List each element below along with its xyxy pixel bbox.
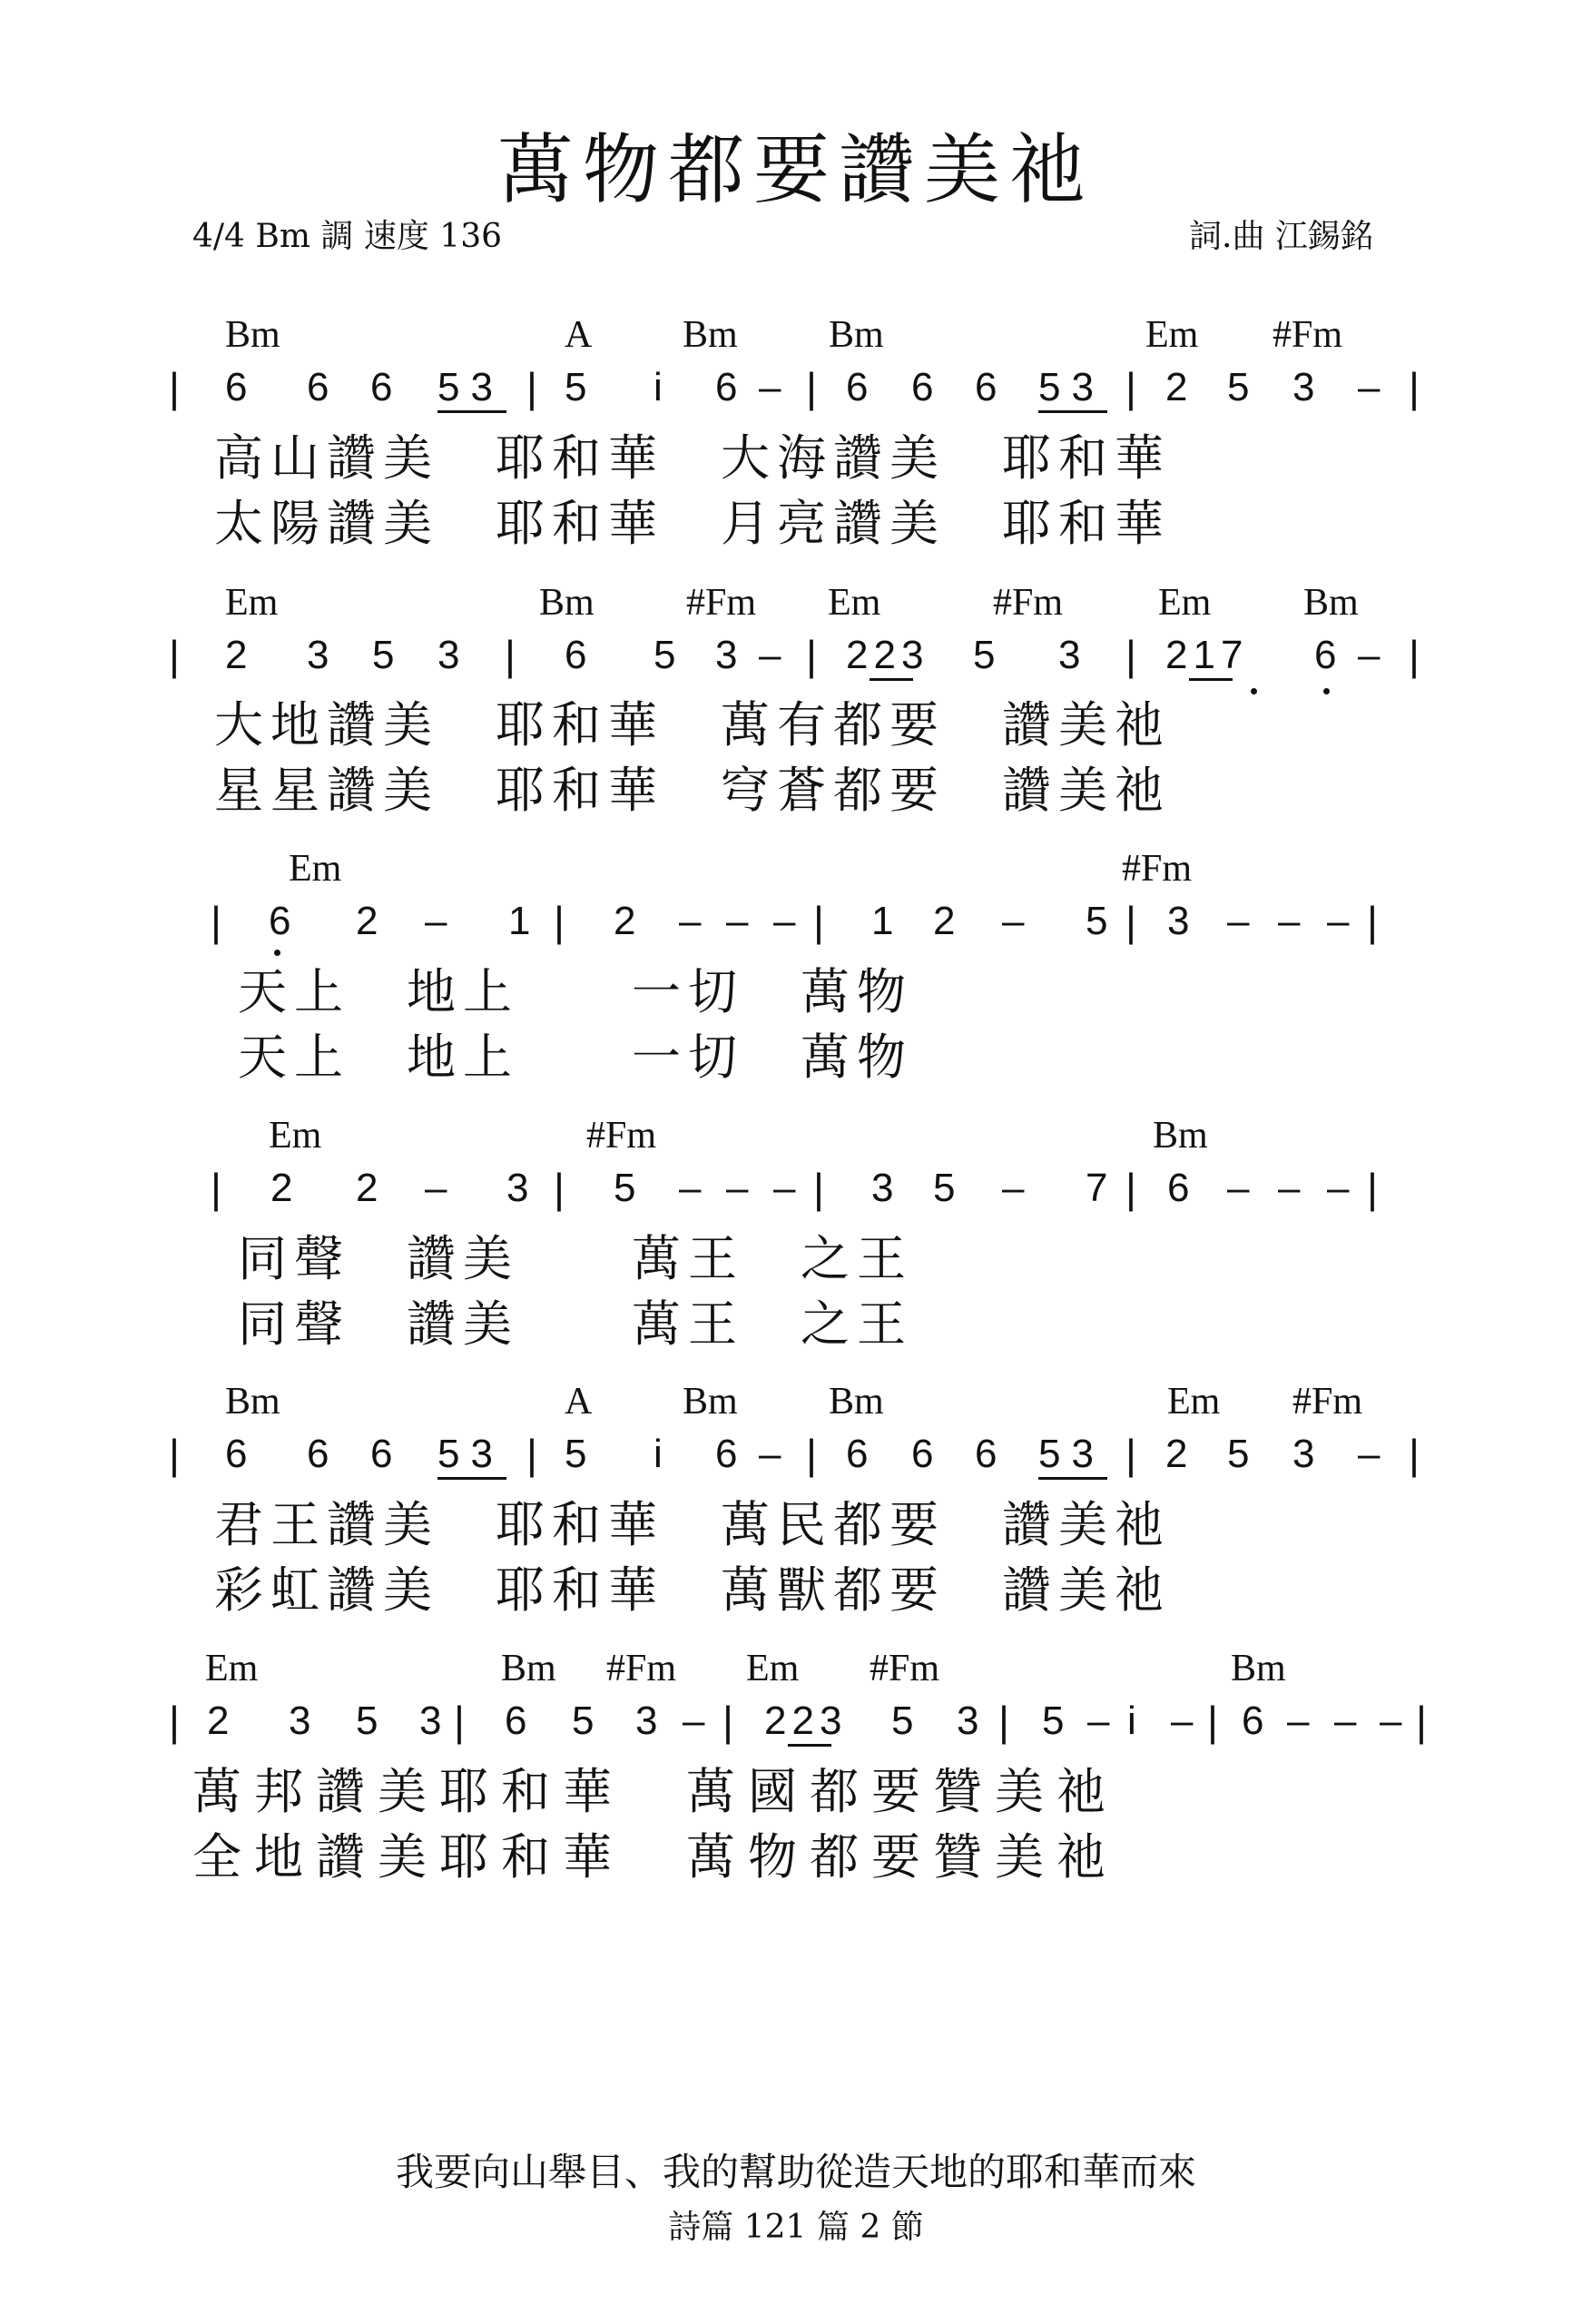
note: 3 (506, 1166, 529, 1210)
note: – (1227, 899, 1250, 943)
note: 6 (1167, 1166, 1190, 1210)
chord: Bm (1303, 582, 1359, 624)
barline: | (722, 1698, 733, 1745)
note: 7 (1086, 1166, 1108, 1210)
underline (870, 678, 913, 681)
note: 3 (1058, 633, 1081, 677)
low-octave-dot (1323, 688, 1330, 694)
barline: | (211, 898, 221, 945)
note: – (1278, 899, 1301, 943)
barline: | (1367, 898, 1378, 945)
chord: #Fm (870, 1648, 940, 1689)
note: 2 (1165, 365, 1188, 409)
barline: | (169, 632, 180, 679)
chord: Em (828, 582, 881, 624)
chord: #Fm (1122, 848, 1193, 890)
lyric-line-2: 彩虹讚美 耶和華 萬獸都要 讚美祂 (214, 1561, 1171, 1619)
note: – (1358, 633, 1381, 677)
note: 5 (614, 1166, 636, 1210)
note: 6 (565, 633, 587, 677)
credits: 詞.曲 江錫銘 (1189, 218, 1373, 255)
chord: #Fm (993, 582, 1064, 624)
chord: Em (205, 1648, 259, 1689)
note: 6 (225, 365, 248, 409)
note: 6 (715, 365, 738, 409)
note-high: i (1127, 1699, 1136, 1743)
time-key-tempo: 4/4 Bm 調 速度 136 (192, 218, 503, 255)
note: – (1278, 1166, 1301, 1210)
chord: Bm (1153, 1115, 1208, 1157)
note: 2 (933, 899, 956, 943)
note: 3 (957, 1699, 979, 1743)
barline: | (505, 632, 516, 679)
lyric-line-2: 太陽讚美 耶和華 月亮讚美 耶和華 (214, 495, 1171, 552)
lyric-line-2: 全地讚美耶和華 萬物都要贊美祂 (192, 1828, 1118, 1886)
note: 6 (269, 899, 291, 943)
barline: | (806, 1431, 817, 1478)
barline: | (454, 1698, 465, 1745)
lyric-line-2: 星星讚美 耶和華 穹蒼都要 讚美祂 (214, 762, 1171, 819)
note: – (1002, 1166, 1025, 1210)
barline: | (1409, 1431, 1420, 1478)
underline (437, 410, 506, 413)
note: 5 (1227, 1432, 1250, 1476)
note: – (773, 1166, 796, 1210)
barline: | (1409, 364, 1420, 411)
barline: | (169, 364, 180, 411)
chord: A (565, 1381, 593, 1423)
barline: | (1125, 1431, 1136, 1478)
note: 6 (715, 1432, 738, 1476)
note: 3 (289, 1699, 311, 1743)
note: – (425, 1166, 447, 1210)
note: 5 (356, 1699, 378, 1743)
chord: Bm (539, 582, 595, 624)
note: – (1327, 899, 1350, 943)
chord: Bm (829, 1381, 884, 1423)
note: 3 (1292, 1432, 1315, 1476)
underline (1038, 1477, 1107, 1480)
note: 3 (419, 1699, 442, 1743)
note: 6 (975, 365, 997, 409)
chord: A (565, 314, 593, 356)
note: – (425, 899, 447, 943)
note: 6 (911, 1432, 934, 1476)
note: 5 (933, 1166, 956, 1210)
note: 6 (846, 365, 869, 409)
note: – (679, 1166, 702, 1210)
chord: Em (269, 1115, 322, 1157)
note: – (1334, 1699, 1357, 1743)
chord: Bm (225, 1381, 280, 1423)
note: – (679, 899, 702, 943)
note-high: i (654, 1432, 663, 1476)
barline: | (169, 1698, 180, 1745)
note: – (773, 899, 796, 943)
barline: | (526, 1431, 537, 1478)
barline: | (1416, 1698, 1427, 1745)
note: 2 (207, 1699, 230, 1743)
barline: | (1207, 1698, 1218, 1745)
barline: | (806, 364, 817, 411)
note: 5 (565, 365, 587, 409)
underline (788, 1744, 831, 1747)
barline: | (169, 1431, 180, 1478)
lyric-line-1: 同聲 讚美 萬王 之王 (238, 1230, 913, 1287)
verse-reference: 詩篇 121 篇 2 節 (668, 2209, 924, 2246)
note: – (726, 899, 749, 943)
note: – (1171, 1699, 1194, 1743)
chord: Bm (1231, 1648, 1286, 1689)
note: 2 (356, 899, 378, 943)
barline: | (1409, 632, 1420, 679)
note: 3 (635, 1699, 658, 1743)
lyric-line-1: 君王讚美 耶和華 萬民都要 讚美祂 (214, 1496, 1171, 1553)
note: – (1087, 1699, 1110, 1743)
note: 2 (270, 1166, 293, 1210)
barline: | (1125, 1165, 1136, 1212)
note: – (683, 1699, 705, 1743)
note-eighths: 53 (437, 1432, 504, 1476)
lyric-line-1: 高山讚美 耶和華 大海讚美 耶和華 (214, 429, 1171, 487)
barline: | (1367, 1165, 1378, 1212)
barline: | (1125, 898, 1136, 945)
chord: Em (1145, 314, 1199, 356)
note: 1 (871, 899, 894, 943)
note-eighths: 53 (437, 365, 504, 409)
note: 5 (1227, 365, 1250, 409)
note: 6 (1242, 1699, 1264, 1743)
note: – (1380, 1699, 1402, 1743)
note: – (726, 1166, 749, 1210)
chord: Em (225, 582, 279, 624)
note: 5 (654, 633, 676, 677)
note: 3 (1292, 365, 1315, 409)
barline: | (554, 898, 565, 945)
note: – (1327, 1166, 1350, 1210)
chord: #Fm (1273, 314, 1343, 356)
note: 3 (307, 633, 329, 677)
lyric-line-2: 同聲 讚美 萬王 之王 (238, 1295, 913, 1353)
chord: #Fm (1292, 1381, 1363, 1423)
chord: Bm (829, 314, 884, 356)
chord: #Fm (586, 1115, 657, 1157)
note: 6 (1314, 633, 1337, 677)
lyric-line-2: 天上 地上 一切 萬物 (238, 1029, 913, 1086)
note: 6 (370, 365, 393, 409)
lyric-line-1: 天上 地上 一切 萬物 (238, 963, 913, 1020)
barline: | (813, 898, 824, 945)
note-high: i (654, 365, 663, 409)
bible-verse: 我要向山舉目、我的幫助從造天地的耶和華而來 (395, 2150, 1196, 2194)
note: 3 (715, 633, 738, 677)
note: 2 (614, 899, 636, 943)
barline: | (1125, 632, 1136, 679)
note: 6 (505, 1699, 527, 1743)
note: – (1358, 1432, 1381, 1476)
note: 3 (871, 1166, 894, 1210)
underline (437, 1477, 506, 1480)
note: 6 (975, 1432, 997, 1476)
note: 6 (911, 365, 934, 409)
note: – (759, 1432, 781, 1476)
note: 6 (846, 1432, 869, 1476)
note-eighths: 53 (1038, 1432, 1105, 1476)
chord: Bm (225, 314, 280, 356)
note: 5 (1086, 899, 1108, 943)
note: – (1358, 365, 1381, 409)
note: 3 (1167, 899, 1190, 943)
note: 5 (565, 1432, 587, 1476)
lyric-line-1: 萬邦讚美耶和華 萬國都要贊美祂 (192, 1763, 1118, 1820)
note: 6 (370, 1432, 393, 1476)
note: 5 (1042, 1699, 1065, 1743)
note: – (759, 633, 781, 677)
barline: | (554, 1165, 565, 1212)
chord: #Fm (686, 582, 757, 624)
note: 2 (356, 1166, 378, 1210)
note: – (1227, 1166, 1250, 1210)
low-octave-dot (1251, 688, 1257, 694)
note: 5 (973, 633, 996, 677)
barline: | (806, 632, 817, 679)
note-eighths: 223 (846, 633, 929, 677)
underline (1189, 678, 1233, 681)
note: – (1287, 1699, 1310, 1743)
barline: | (813, 1165, 824, 1212)
note-eighths: 217 (1165, 633, 1249, 677)
chord: Em (1167, 1381, 1221, 1423)
note: 3 (437, 633, 460, 677)
chord: Em (746, 1648, 800, 1689)
chord: #Fm (606, 1648, 677, 1689)
underline (1038, 410, 1107, 413)
note-eighths: 53 (1038, 365, 1105, 409)
chord: Em (1158, 582, 1212, 624)
note-eighths: 223 (764, 1699, 848, 1743)
lyric-line-1: 大地讚美 耶和華 萬有都要 讚美祂 (214, 696, 1171, 753)
note: 2 (225, 633, 248, 677)
chord: Bm (683, 1381, 738, 1423)
barline: | (1125, 364, 1136, 411)
chord: Em (289, 848, 342, 890)
note: – (759, 365, 781, 409)
song-title: 萬物都要讚美祂 (496, 125, 1095, 214)
chord: Bm (501, 1648, 556, 1689)
chord: Bm (683, 314, 738, 356)
barline: | (526, 364, 537, 411)
note: 2 (1165, 1432, 1188, 1476)
note: 6 (307, 1432, 329, 1476)
note: 5 (372, 633, 395, 677)
note: 5 (891, 1699, 914, 1743)
note: 5 (572, 1699, 595, 1743)
barline: | (998, 1698, 1009, 1745)
barline: | (211, 1165, 221, 1212)
note: 6 (225, 1432, 248, 1476)
note: 6 (307, 365, 329, 409)
note: 1 (508, 899, 531, 943)
note: – (1002, 899, 1025, 943)
